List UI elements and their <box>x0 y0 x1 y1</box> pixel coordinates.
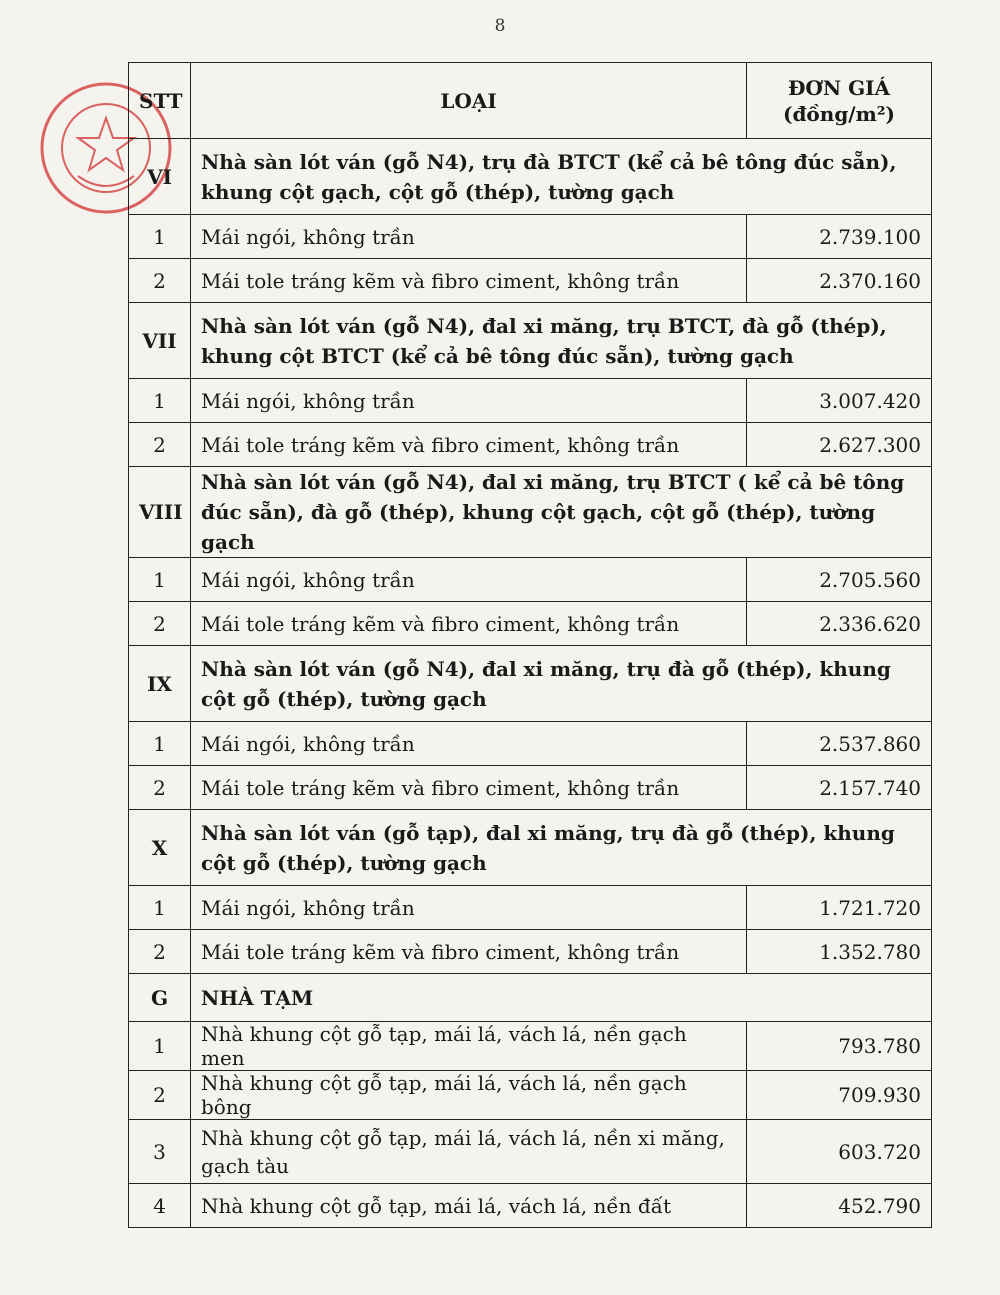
header-unit: (đồng/m²) <box>782 101 895 126</box>
row-price: 2.627.300 <box>747 423 932 467</box>
row-label: Nhà khung cột gỗ tạp, mái lá, vách lá, nền xi măng, gạch tàu <box>191 1120 747 1184</box>
section-title: Nhà sàn lót ván (gỗ N4), trụ đà BTCT (kể cả bê tông đúc sẵn), khung cột gạch, cột gỗ (thép), tường gạch <box>191 139 932 215</box>
group-g-title: NHÀ TẠM <box>191 974 932 1022</box>
row-stt: 2 <box>129 930 191 974</box>
row-label: Mái tole tráng kẽm và fibro ciment, không trần <box>191 423 747 467</box>
row-price: 1.352.780 <box>747 930 932 974</box>
row-price: 793.780 <box>747 1022 932 1071</box>
table-header <box>129 63 932 139</box>
table-row <box>129 558 932 602</box>
header-don-gia <box>747 63 932 139</box>
row-label: Nhà khung cột gỗ tạp, mái lá, vách lá, nền gạch bông <box>191 1071 747 1120</box>
row-label: Mái ngói, không trần <box>191 886 747 930</box>
row-price: 2.705.560 <box>747 558 932 602</box>
row-stt: 1 <box>129 379 191 423</box>
table-row <box>129 722 932 766</box>
row-price: 3.007.420 <box>747 379 932 423</box>
table-row <box>129 602 932 646</box>
section-row <box>129 303 932 379</box>
row-stt: 1 <box>129 1022 191 1071</box>
header-don-gia-label: ĐƠN GIÁ <box>787 75 891 100</box>
row-stt: 2 <box>129 423 191 467</box>
table-row <box>129 1022 932 1071</box>
row-label: Mái tole tráng kẽm và fibro ciment, không trần <box>191 259 747 303</box>
section-row <box>129 810 932 886</box>
row-label: Mái ngói, không trần <box>191 379 747 423</box>
table-row <box>129 1071 932 1120</box>
row-label: Nhà khung cột gỗ tạp, mái lá, vách lá, nền đất <box>191 1184 747 1228</box>
table-row <box>129 259 932 303</box>
header-stt: STT <box>129 63 191 139</box>
table-row <box>129 423 932 467</box>
row-label: Mái tole tráng kẽm và fibro ciment, không trần <box>191 930 747 974</box>
table-row <box>129 766 932 810</box>
row-label: Mái ngói, không trần <box>191 722 747 766</box>
table-row <box>129 930 932 974</box>
row-label: Mái tole tráng kẽm và fibro ciment, không trần <box>191 602 747 646</box>
header-loai: LOẠI <box>191 63 747 139</box>
group-g-stt: G <box>129 974 191 1022</box>
row-label: Mái ngói, không trần <box>191 215 747 259</box>
row-price: 2.370.160 <box>747 259 932 303</box>
page-number: 8 <box>494 16 506 36</box>
row-label: Mái tole tráng kẽm và fibro ciment, không trần <box>191 766 747 810</box>
row-stt: 4 <box>129 1184 191 1228</box>
section-title: Nhà sàn lót ván (gỗ tạp), đal xi măng, trụ đà gỗ (thép), khung cột gỗ (thép), tường gạch <box>191 810 932 886</box>
row-label: Mái ngói, không trần <box>191 558 747 602</box>
section-row <box>129 646 932 722</box>
section-title: Nhà sàn lót ván (gỗ N4), đal xi măng, trụ đà gỗ (thép), khung cột gỗ (thép), tường gạch <box>191 646 932 722</box>
row-stt: 1 <box>129 215 191 259</box>
row-price: 709.930 <box>747 1071 932 1120</box>
section-stt: X <box>129 810 191 886</box>
table-row <box>129 1120 932 1184</box>
row-stt: 1 <box>129 558 191 602</box>
table-row <box>129 886 932 930</box>
table-row <box>129 379 932 423</box>
section-row <box>129 139 932 215</box>
row-price: 2.336.620 <box>747 602 932 646</box>
table-row <box>129 1184 932 1228</box>
section-stt: VI <box>129 139 191 215</box>
row-stt: 1 <box>129 722 191 766</box>
section-stt: IX <box>129 646 191 722</box>
row-stt: 2 <box>129 602 191 646</box>
table-row <box>129 215 932 259</box>
row-stt: 2 <box>129 1071 191 1120</box>
group-g-row <box>129 974 932 1022</box>
row-stt: 1 <box>129 886 191 930</box>
row-stt: 2 <box>129 259 191 303</box>
section-stt: VII <box>129 303 191 379</box>
row-price: 1.721.720 <box>747 886 932 930</box>
row-stt: 2 <box>129 766 191 810</box>
row-price: 452.790 <box>747 1184 932 1228</box>
price-table <box>128 62 932 1228</box>
row-price: 603.720 <box>747 1120 932 1184</box>
section-stt: VIII <box>129 467 191 558</box>
section-title: Nhà sàn lót ván (gỗ N4), đal xi măng, trụ BTCT, đà gỗ (thép), khung cột BTCT (kể cả bê tông đúc sẵn), tường gạch <box>191 303 932 379</box>
row-price: 2.739.100 <box>747 215 932 259</box>
row-label: Nhà khung cột gỗ tạp, mái lá, vách lá, nền gạch men <box>191 1022 747 1071</box>
row-price: 2.537.860 <box>747 722 932 766</box>
section-title: Nhà sàn lót ván (gỗ N4), đal xi măng, trụ BTCT ( kể cả bê tông đúc sẵn), đà gỗ (thép), khung cột gạch, cột gỗ (thép), tường gạch <box>191 467 932 558</box>
row-price: 2.157.740 <box>747 766 932 810</box>
section-row <box>129 467 932 558</box>
row-stt: 3 <box>129 1120 191 1184</box>
